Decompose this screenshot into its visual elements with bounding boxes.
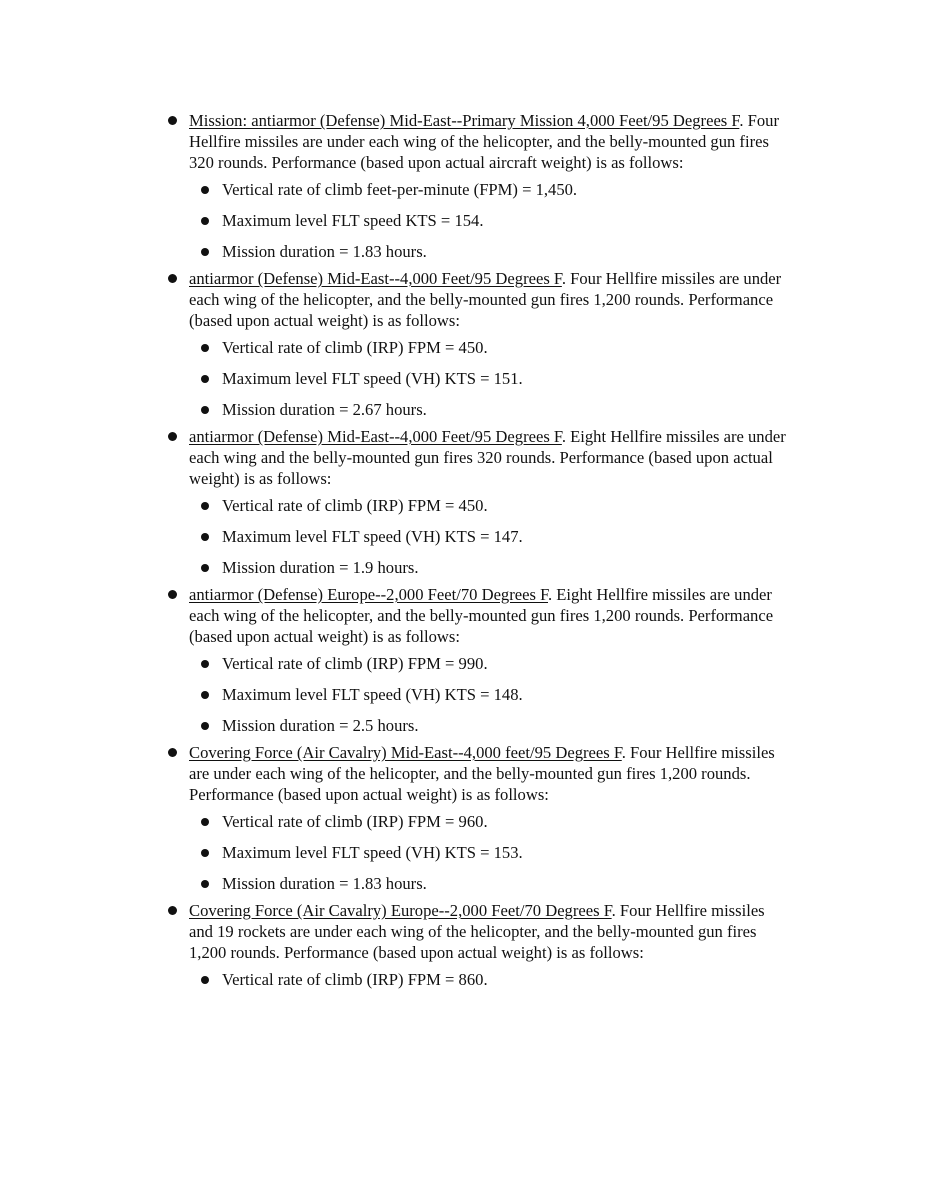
metric-text: Maximum level FLT speed (VH) KTS = 153. [222, 843, 523, 862]
metric-item [189, 969, 788, 990]
mission-heading: Covering Force (Air Cavalry) Mid-East--4,000 feet/95 Degrees F [189, 743, 622, 762]
mission-description: . Four Hellfire missiles are under each wing of the helicopter, and the belly-mounted gun fires 1,200 rounds. Performance (based upon actual weight) is as follows: [189, 743, 775, 804]
metric-text: Mission duration = 1.83 hours. [222, 874, 427, 893]
metric-text: Vertical rate of climb feet-per-minute (FPM) = 1,450. [222, 180, 578, 199]
bullet-icon [201, 217, 209, 225]
bullet-icon [201, 406, 209, 414]
metric-text: Maximum level FLT speed (VH) KTS = 151. [222, 369, 523, 388]
metric-text: Vertical rate of climb (IRP) FPM = 860. [222, 970, 488, 989]
metric-item [189, 337, 788, 358]
mission-heading: Covering Force (Air Cavalry) Europe--2,000 Feet/70 Degrees F [189, 901, 612, 920]
bullet-icon [201, 818, 209, 826]
bullet-icon [168, 116, 177, 125]
bullet-icon [201, 344, 209, 352]
metric-text: Mission duration = 1.83 hours. [222, 242, 427, 261]
bullet-icon [168, 274, 177, 283]
metric-text: Mission duration = 2.5 hours. [222, 716, 419, 735]
metric-text: Maximum level FLT speed (VH) KTS = 148. [222, 685, 523, 704]
metric-item [189, 210, 788, 231]
bullet-icon [201, 375, 209, 383]
bullet-icon [201, 691, 209, 699]
bullet-icon [201, 533, 209, 541]
metric-list [189, 179, 788, 262]
metric-list [189, 653, 788, 736]
bullet-icon [201, 564, 209, 572]
metric-item [189, 241, 788, 262]
mission-item [168, 268, 788, 420]
mission-description: . Eight Hellfire missiles are under each wing of the helicopter, and the belly-mounted gun fires 1,200 rounds. Performance (based upon actual weight) is as follows: [189, 585, 774, 646]
metric-item [189, 495, 788, 516]
bullet-icon [201, 976, 209, 984]
bullet-icon [201, 660, 209, 668]
metric-text: Mission duration = 1.9 hours. [222, 558, 419, 577]
metric-text: Maximum level FLT speed KTS = 154. [222, 211, 484, 230]
metric-item [189, 684, 788, 705]
metric-item [189, 368, 788, 389]
metric-text: Maximum level FLT speed (VH) KTS = 147. [222, 527, 523, 546]
metric-item [189, 179, 788, 200]
bullet-icon [201, 880, 209, 888]
bullet-icon [201, 722, 209, 730]
metric-text: Vertical rate of climb (IRP) FPM = 450. [222, 338, 488, 357]
metric-item [189, 873, 788, 894]
mission-description: . Four Hellfire missiles and 19 rockets are under each wing of the helicopter, and the belly-mounted gun fires 1,200 rounds. Performance (based upon actual weight) is as follows: [189, 901, 765, 962]
metric-list [189, 337, 788, 420]
metric-list [189, 495, 788, 578]
mission-list [168, 110, 788, 990]
mission-item [168, 110, 788, 262]
mission-item [168, 426, 788, 578]
bullet-icon [168, 906, 177, 915]
metric-list [189, 969, 788, 990]
metric-item [189, 715, 788, 736]
metric-list [189, 811, 788, 894]
bullet-icon [201, 849, 209, 857]
mission-heading: Mission: antiarmor (Defense) Mid-East--Primary Mission 4,000 Feet/95 Degrees F [189, 111, 740, 130]
metric-text: Mission duration = 2.67 hours. [222, 400, 427, 419]
bullet-icon [168, 590, 177, 599]
bullet-icon [168, 432, 177, 441]
metric-item [189, 842, 788, 863]
mission-heading: antiarmor (Defense) Mid-East--4,000 Feet/95 Degrees F [189, 427, 562, 446]
metric-item [189, 653, 788, 674]
mission-item [168, 742, 788, 894]
metric-item [189, 399, 788, 420]
mission-description: . Four Hellfire missiles are under each wing of the helicopter, and the belly-mounted gun fires 1,200 rounds. Performance (based upon actual weight) is as follows: [189, 269, 782, 330]
mission-item [168, 584, 788, 736]
metric-item [189, 557, 788, 578]
bullet-icon [201, 186, 209, 194]
metric-text: Vertical rate of climb (IRP) FPM = 990. [222, 654, 488, 673]
metric-text: Vertical rate of climb (IRP) FPM = 450. [222, 496, 488, 515]
mission-description: . Four Hellfire missiles are under each wing of the helicopter, and the belly-mounted gun fires 320 rounds. Performance (based upon actual aircraft weight) is as follows: [189, 111, 779, 172]
bullet-icon [201, 248, 209, 256]
bullet-icon [168, 748, 177, 757]
mission-heading: antiarmor (Defense) Europe--2,000 Feet/70 Degrees F [189, 585, 548, 604]
mission-item [168, 900, 788, 990]
mission-heading: antiarmor (Defense) Mid-East--4,000 Feet/95 Degrees F [189, 269, 562, 288]
bullet-icon [201, 502, 209, 510]
mission-description: . Eight Hellfire missiles are under each wing and the belly-mounted gun fires 320 rounds. Performance (based upon actual weight) is as follows: [189, 427, 786, 488]
metric-item [189, 811, 788, 832]
metric-text: Vertical rate of climb (IRP) FPM = 960. [222, 812, 488, 831]
metric-item [189, 526, 788, 547]
